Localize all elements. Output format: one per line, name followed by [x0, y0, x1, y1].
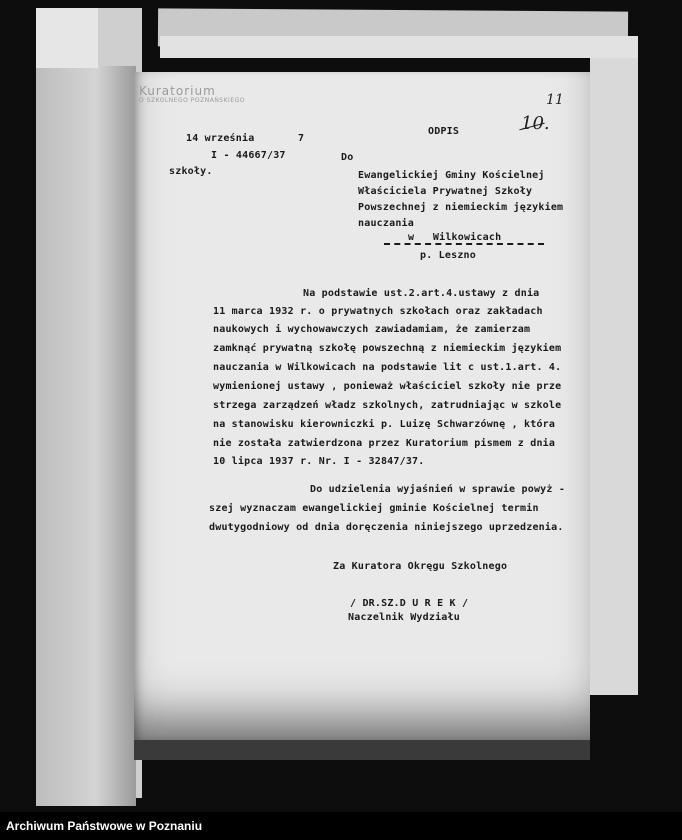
archive-footer	[0, 812, 682, 840]
recipient-line: Właściciela Prywatnej Szkoły	[358, 186, 533, 197]
body-line: naukowych i wychowawczych zawiadamiam, że zamierzam	[213, 324, 531, 335]
copy-label: ODPIS	[428, 126, 460, 137]
archive-name: Archiwum Państwowe w Poznaniu	[6, 819, 203, 833]
body-line: nie została zatwierdzona przez Kuratorium pismem z dnia	[213, 438, 556, 449]
back-sheet-left-corner	[36, 8, 98, 68]
letter-date-digit: 7	[298, 133, 305, 144]
body-line: 10 lipca 1937 r. Nr. I - 32847/37.	[213, 456, 425, 467]
letter-bottom-edge	[134, 740, 590, 760]
body-line: wymienionej ustawy , ponieważ właściciel szkoły nie prze	[213, 381, 562, 392]
reference-number: I - 44667/37	[211, 150, 286, 161]
body-line: Do udzielenia wyjaśnień w sprawie powyż -	[310, 484, 566, 495]
recipient-post: p. Leszno	[420, 250, 476, 261]
page-number-crossed: 10.	[521, 113, 550, 134]
recipient-line: nauczania	[358, 218, 414, 229]
body-line: na stanowisku kierowniczki p. Luizę Schwarzównę , która	[213, 419, 556, 430]
body-line: Na podstawie ust.2.art.4.ustawy z dnia	[303, 288, 540, 299]
to-label: Do	[341, 152, 354, 163]
letter-date: 14 września	[186, 133, 255, 144]
recipient-line: Ewangelickiej Gminy Kościelnej	[358, 170, 545, 181]
closing-for: Za Kuratora Okręgu Szkolnego	[333, 561, 508, 572]
recipient-line: Powszechnej z niemieckim językiem	[358, 202, 564, 213]
body-line: nauczania w Wilkowicach na podstawie lit c ust.1.art. 4.	[213, 362, 562, 373]
signature: / DR.SZ.D U R E K /	[350, 598, 469, 609]
kuratorium-stamp	[139, 84, 245, 104]
back-sheet-right	[590, 40, 638, 695]
body-line: dwutygodniowy od dnia doręczenia niniejszego uprzedzenia.	[209, 522, 564, 533]
back-sheet-left-shade	[36, 66, 136, 806]
recipient-town: w Wilkowicach	[408, 232, 502, 243]
back-sheet-top-lower	[160, 36, 638, 58]
stamp-line-2: O SZKOLNEGO POZNAŃSKIEGO	[139, 97, 245, 104]
body-line: 11 marca 1932 r. o prywatnych szkołach oraz zakładach	[213, 306, 543, 317]
stamp-line-1: Kuratorium	[139, 84, 216, 98]
signatory-title: Naczelnik Wydziału	[348, 612, 460, 623]
page-number-handwritten: 11	[546, 92, 564, 108]
body-line: zamknąć prywatną szkołę powszechną z niemieckim językiem	[213, 343, 562, 354]
body-line: strzega zarządzeń władz szkolnych, zatrudniając w szkole	[213, 400, 562, 411]
subject-label: szkoły.	[169, 166, 213, 177]
underline-dashes	[384, 243, 544, 245]
body-line: szej wyznaczam ewangelickiej gminie Kościelnej termin	[209, 503, 539, 514]
